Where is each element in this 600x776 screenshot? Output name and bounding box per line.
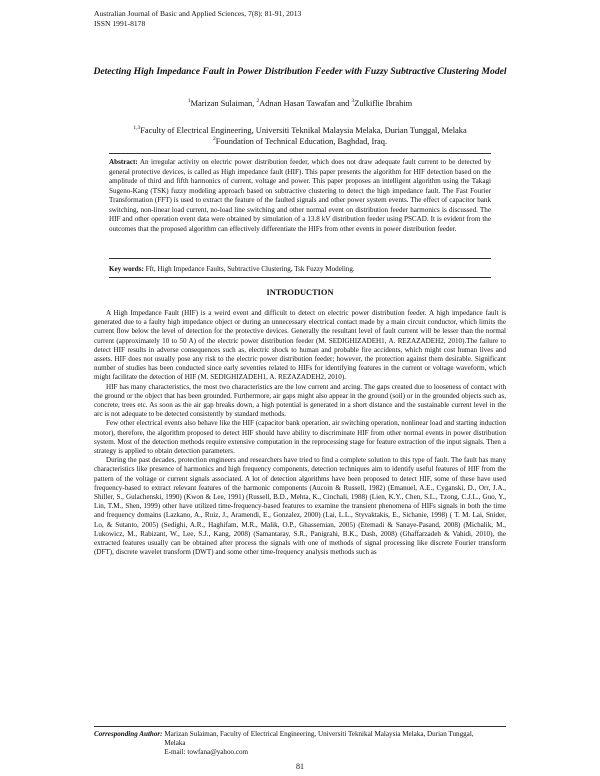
corresponding-author-footnote <box>94 730 506 758</box>
affiliation-2-text: Foundation of Technical Education, Baghdad, Iraq. <box>215 137 388 146</box>
author-2-marker: 2 <box>256 98 260 105</box>
page-number: 81 <box>296 762 304 771</box>
affiliation-1-text: Faculty of Electrical Engineering, Universiti Teknikal Malaysia Melaka, Durian Tunggal, Melaka <box>140 126 467 135</box>
author-1-name: Marizan Sulaiman, <box>190 99 257 108</box>
keywords-bottom-rule <box>109 277 491 278</box>
author-2-name: Adnan Hasan Tawafan and <box>259 99 352 108</box>
author-3-name: Zulkiflie Ibrahim <box>354 99 413 108</box>
keywords <box>109 265 491 275</box>
paragraph-1: A High Impedance Fault (HIF) is a weird event and difficult to detect on electric power distribution feeder. A high impedance fault is generated due to a faulty high impedance object or during an unnecessary electrical contact made by a main circuit conductor, which limits the current flow below the level of detection for the protective devices. Generally the resultant level of fault current will be lesser than the normal current (approximately 10 to 50 A) of the electric power distribution feeder (M. SEDIGHIZADEH1, A. REZAZADEH2, 2010).The failure to detect HIF results in adverse consequences such as, electric shock to human and probable fire accidents, which might cost human lives and assets. HIF does not usually pose any risk to the electric power distribution feeder; however, the protection against them desirable. Significant number of studies has been conducted since early seventies related to HIFs for identifying features in the current or voltage waveform, which might facilitate the detection of HIF (M. SEDIGHIZADEH1, A. REZAZADEH2, 2010). <box>94 309 506 382</box>
author-1-marker: 1 <box>187 98 191 105</box>
abstract-bottom-rule <box>109 258 491 259</box>
paragraph-2: HIF has many characteristics, the most two characteristics are the low current and arcing. The gaps created due to looseness of contact with the ground or the object that has been grounded. Furthermore, air gaps might also appear in the ground (soil) or in the grounded objects such as, concrete, trees etc. As soon as the air gap breaks down, a high potential is generated in a short distance and the sustainable current level in the arc is not adequate to be detected consistently by standard methods. <box>94 382 506 419</box>
abstract-text: An irregular activity on electric power distribution feeder, which does not draw adequate fault current to be detected by general protective devices, is called as High impedance fault (HIF). This paper presents the algorithm for HIF detection based on the amplitude of third and fifth harmonics of current, voltage and power. This paper proposes an intelligent algorithm using the Takagi Sugeno-Kang (TSK) fuzzy modeling approach based on subtractive clustering to detect the high impedance fault. The Fast Fourier Transformation (FFT) is used to extract the feature of the faulted signals and other power system events. The effect of capacitor bank switching, non-linear load current, no-load line switching and other normal event on distribution feeder harmonics is discussed. The HIF and other operation event data were obtained by simulation of a 13.8 kV distribution feeder using PSCAD. It is evident from the outcomes that the proposed algorithm can effectively differentiate the HIFs from other events in power distribution feeder. <box>109 158 491 233</box>
footnote-rule <box>94 726 506 727</box>
affiliation-1-marker: 1,3 <box>133 125 141 132</box>
footnote-text: Marizan Sulaiman, Faculty of Electrical Engineering, Universiti Teknikal Malaysia Melaka, Durian Tunggal, Melaka <box>164 730 474 748</box>
journal-citation: Australian Journal of Basic and Applied Sciences, 7(8): 81-91, 2013 <box>94 9 302 18</box>
section-heading-introduction: INTRODUCTION <box>266 288 334 297</box>
abstract <box>109 158 491 234</box>
issn: ISSN 1991-8178 <box>94 19 146 28</box>
affiliation-2-marker: 2 <box>212 136 216 143</box>
affiliations <box>80 125 520 147</box>
paragraph-3: Few other electrical events also behave like the HIF (capacitor bank operation, air switching operation, nonlinear load and starting induction motor), therefore, the algorithm proposed to detect HIF should have ability to discriminate HIF from other normal events in power distribution system. Most of the detection methods require extensive computation in the reprocessing stage for feature extraction of the input signals. Then a strategy is applied to obtain detection parameters. <box>94 419 506 456</box>
introduction-body <box>94 309 506 557</box>
footnote-value <box>164 730 494 758</box>
paragraph-4: During the past decades, protection engineers and researchers have tried to find a complete solution to this type of fault. The fault has many characteristics like presence of harmonics and high frequency components, detection techniques aim to identify useful features of HIF from the pattern of the voltage or current signals associated. A lot of detection algorithms have been proposed to detect HIF, some of these have used frequency-based to extract relevant features of the harmonic components (Aucoin & Russell, 1982) (Emanuel, A.E., Cyganski, D., Orr, J.A., Shiller, S., Gulachenski, 1990) (Kwon & Lee, 1991) (Russell, B.D., Mehta, K., Cinchali, 1988) (Lien, K.Y., Chen, S.L., Tzong, C.J.L., Guo, Y., Lin, T.M., Shen, 1999) other have utilized time-frequency-based features to examine the transient phenomena of HIFs signals in both the time and frequency domains (Lazkano, A., Ruiz, J., Aramendi, E., Gonzalez, 2000) (Lai, L.L., Styvaktakis, E., Sichanie, 1998) ( T. M. Lai, Snider, Lo, & Sutanto, 2005) (Sedighi, A.R., Haghifam, M.R., Malik, O.P., Ghassemian, 2005) (Etemadi & Sanaye-Pasand, 2008) (Michalik, M., Lukowicz, M., Rabizant, W., Lee, S.J., Kang, 2008) (Samantaray, S.R., Panigrahi, B.K., Dash, 2008) (Ghaffarzadeh & Vahidi, 2010), the extracted features usually can be obtained after process the signals with one of methods of signal processing like discrete Fourier transform (DFT), discrete wavelet transform (DWT) and some other time-frequency analysis methods such as <box>94 456 506 557</box>
affiliation-1 <box>80 125 520 136</box>
abstract-top-rule <box>109 153 491 154</box>
abstract-label: Abstract: <box>109 158 138 166</box>
footnote-email: E-mail: towfana@yahoo.com <box>164 748 249 757</box>
footnote-label: Corresponding Author: <box>94 730 163 738</box>
journal-header <box>94 9 301 29</box>
paper-title: Detecting High Impedance Fault in Power Distribution Feeder with Fuzzy Subtractive Clustering Model <box>93 66 507 77</box>
affiliation-2 <box>80 136 520 147</box>
author-list <box>80 98 520 109</box>
author-3-marker: 3 <box>351 98 355 105</box>
keywords-label: Key words: <box>109 265 144 273</box>
keywords-text: Fft, High Impedance Faults, Subtractive Clustering, Tsk Fuzzy Modeling. <box>143 265 355 273</box>
